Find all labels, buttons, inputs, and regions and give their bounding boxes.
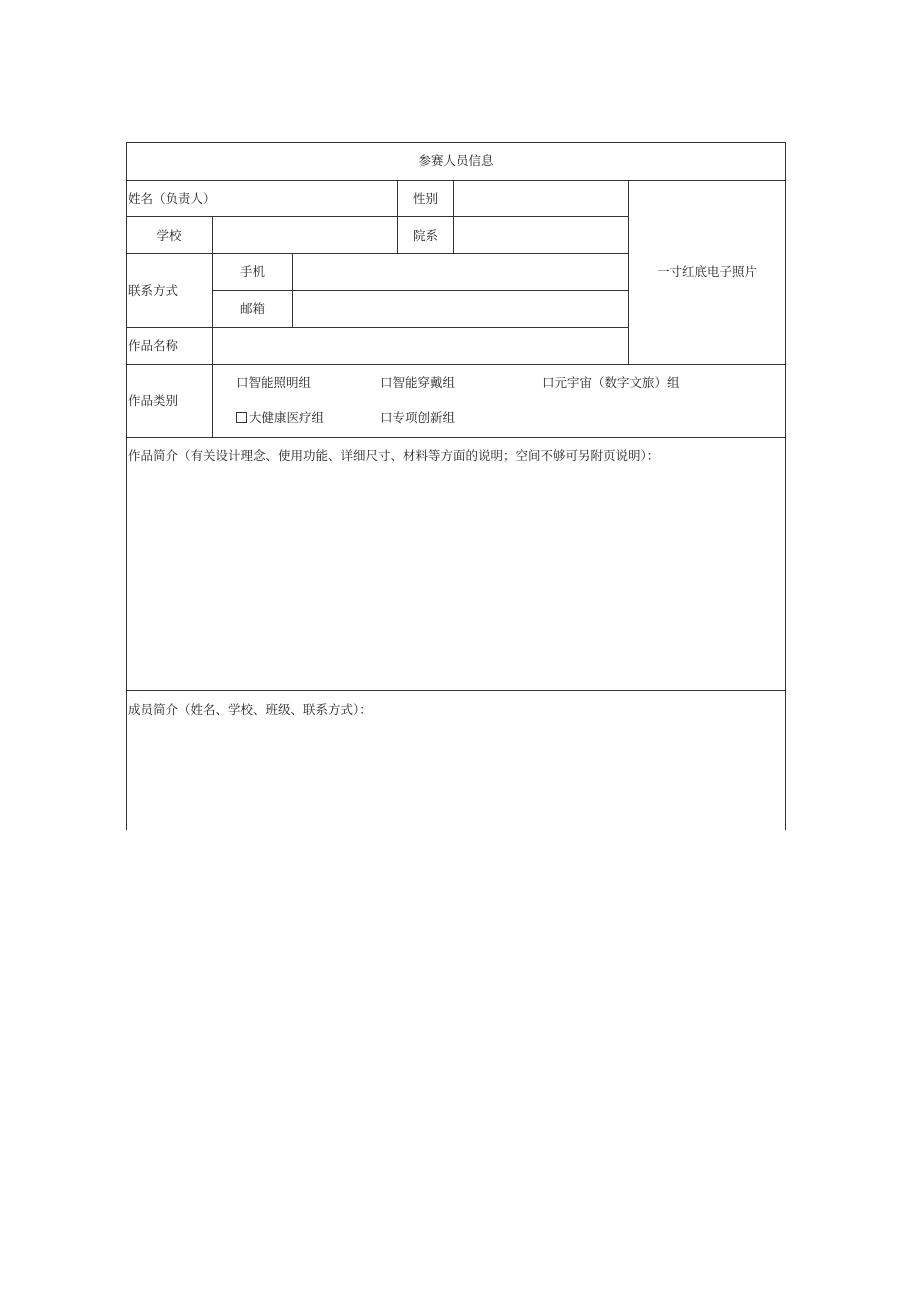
category-option[interactable] bbox=[236, 375, 311, 391]
category-option[interactable] bbox=[380, 375, 455, 391]
category-option-label: 大健康医疗组 bbox=[249, 410, 325, 425]
category-option[interactable] bbox=[236, 410, 324, 426]
checkbox-icon: 口 bbox=[236, 375, 249, 390]
work-name-label: 作品名称 bbox=[128, 338, 179, 353]
category-option-label: 专项创新组 bbox=[392, 410, 456, 425]
gender-field[interactable] bbox=[454, 181, 628, 216]
category-option[interactable] bbox=[542, 375, 680, 391]
email-field[interactable] bbox=[293, 291, 628, 327]
checkbox-icon: 口 bbox=[542, 375, 555, 390]
members-intro-label: 成员简介（姓名、学校、班级、联系方式）： bbox=[128, 702, 372, 717]
work-name-field[interactable] bbox=[213, 328, 628, 364]
school-label: 学校 bbox=[156, 228, 182, 243]
category-option[interactable] bbox=[380, 410, 455, 426]
category-option-label: 元宇宙（数字文旅）组 bbox=[554, 375, 680, 390]
school-field[interactable] bbox=[213, 217, 397, 253]
contact-label: 联系方式 bbox=[128, 283, 179, 298]
row-divider bbox=[126, 364, 786, 365]
email-label: 邮箱 bbox=[239, 301, 265, 316]
category-option-label: 智能穿戴组 bbox=[392, 375, 456, 390]
row-divider bbox=[126, 690, 786, 691]
members-intro-field[interactable] bbox=[127, 722, 784, 830]
border-top bbox=[126, 142, 786, 143]
form-title: 参赛人员信息 bbox=[418, 153, 494, 168]
row-divider bbox=[126, 437, 786, 438]
photo-placeholder: 一寸红底电子照片 bbox=[656, 264, 757, 279]
gender-label: 性别 bbox=[412, 191, 438, 206]
category-option-label: 智能照明组 bbox=[248, 375, 312, 390]
department-field[interactable] bbox=[454, 217, 628, 253]
department-label: 院系 bbox=[412, 228, 438, 243]
border-right bbox=[785, 142, 786, 830]
phone-label: 手机 bbox=[239, 264, 265, 279]
work-intro-label: 作品简介（有关设计理念、使用功能、详细尺寸、材料等方面的说明；空间不够可另附页说明）： bbox=[128, 448, 660, 463]
checkbox-icon bbox=[236, 412, 247, 423]
phone-field[interactable] bbox=[293, 254, 628, 290]
work-intro-field[interactable] bbox=[127, 468, 784, 689]
registration-form bbox=[126, 142, 786, 830]
name-field[interactable] bbox=[216, 181, 396, 216]
category-label: 作品类别 bbox=[128, 393, 179, 408]
checkbox-icon: 口 bbox=[380, 410, 393, 425]
name-label: 姓名（负责人） bbox=[128, 191, 216, 206]
checkbox-icon: 口 bbox=[380, 375, 393, 390]
